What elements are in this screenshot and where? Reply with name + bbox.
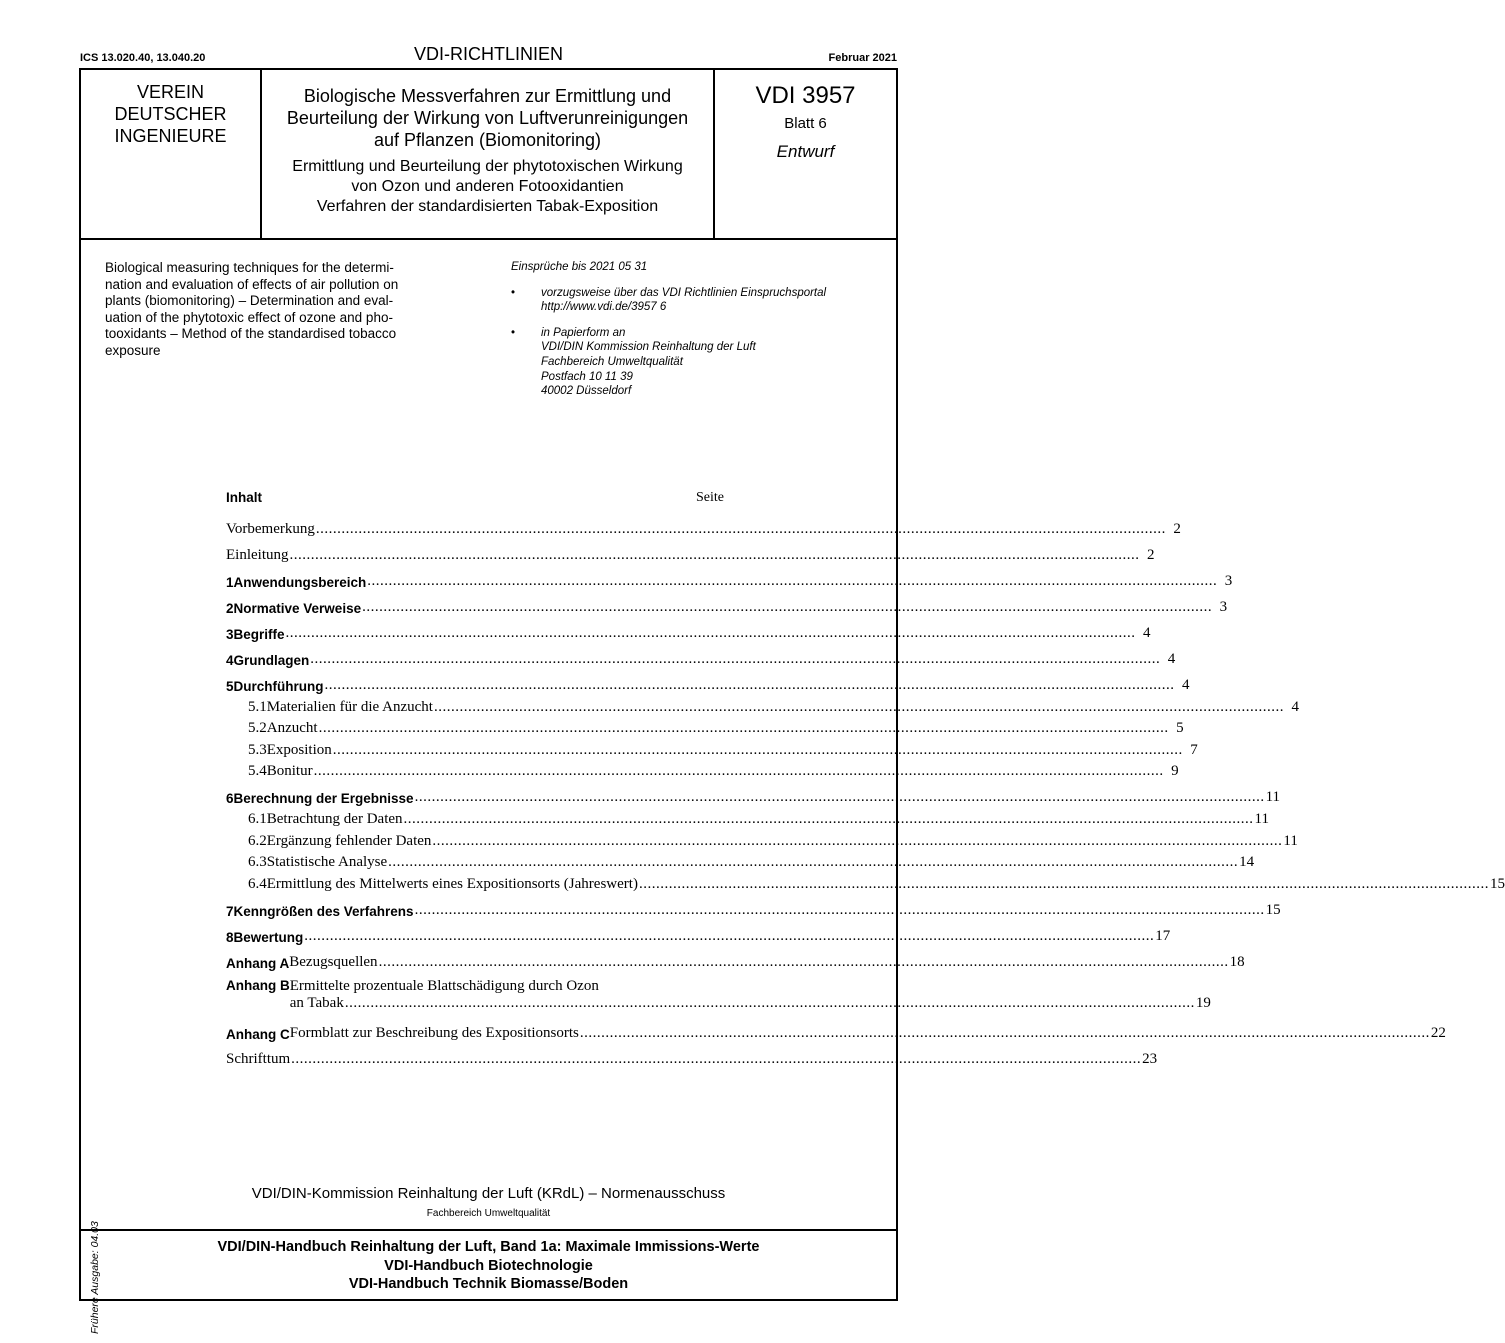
org-line: INGENIEURE <box>114 126 227 146</box>
toc-leader <box>333 742 1183 759</box>
toc-entry-section-5-1[interactable] <box>226 694 1299 716</box>
toc-leader <box>319 720 1169 737</box>
toc-entry-section-6[interactable] <box>226 780 1281 807</box>
toc-entry-title: Ermittlung des Mittelwerts eines Expositionsorts (Jahreswert) <box>266 875 638 892</box>
toc-entry-title: Begriffe <box>233 627 285 642</box>
toc-entry-number: 2 <box>226 601 234 616</box>
toc-entry-title: Formblatt zur Beschreibung des Expositionsorts <box>289 1024 579 1041</box>
toc-entry-number: 6.2 <box>248 832 267 849</box>
sub-title-line: Verfahren der standardisierten Tabak-Exposition <box>316 198 659 215</box>
toc-entry-vorbemerkung[interactable] <box>226 512 1181 538</box>
toc-leader <box>415 902 1265 919</box>
toc-entry-title: Ermittelte prozentuale Blattschädigung durch Ozon <box>289 977 599 994</box>
toc-entry-section-3[interactable] <box>226 616 1151 642</box>
objection-item <box>511 286 881 315</box>
toc-leader <box>388 854 1238 871</box>
commission-name: VDI/DIN-Kommission Reinhaltung der Luft (KRdL) – Normenausschuss <box>251 1185 726 1202</box>
toc-entry-section-6-3[interactable] <box>226 850 1255 872</box>
toc-entry-number: 6.3 <box>248 854 267 871</box>
toc-entry-einleitung[interactable] <box>226 538 1155 564</box>
toc-entry-page: 2 <box>1147 547 1155 563</box>
toc-annex-label: Anhang C <box>226 1026 290 1042</box>
toc-entry-page: 3 <box>1219 599 1228 615</box>
toc-leader <box>432 833 1282 850</box>
toc-entry-title: Kenngrößen des Verfahrens <box>233 903 414 919</box>
sub-title-line: Ermittlung und Beurteilung der phytotoxischen Wirkung <box>292 158 683 175</box>
english-title-line: uation of the phytotoxic effect of ozone and pho- <box>105 309 393 325</box>
table-of-contents <box>226 488 1505 1068</box>
objection-line: VDI/DIN Kommission Reinhaltung der Luft <box>541 341 756 354</box>
objection-line: in Papierform an <box>541 326 626 339</box>
series-title: VDI-RICHTLINIEN <box>413 44 563 64</box>
toc-leader <box>367 573 1217 590</box>
toc-entry-number: 5.1 <box>248 698 267 715</box>
english-title-line: tooxidants – Method of the standardised tobacco <box>105 326 397 341</box>
org-line: VEREIN <box>136 82 205 102</box>
toc-entry-number: 6 <box>226 791 234 807</box>
toc-entry-number: 5 <box>226 679 234 694</box>
toc-page-heading: Seite <box>696 490 724 505</box>
objection-info <box>511 260 881 410</box>
toc-entry-title: Bonitur <box>266 763 313 780</box>
org-line: DEUTSCHER <box>114 104 227 124</box>
toc-entry-title-cont: an Tabak <box>289 994 344 1011</box>
main-title-line: Beurteilung der Wirkung von Luftverunreinigungen <box>286 108 689 128</box>
toc-entry-section-4[interactable] <box>226 642 1176 668</box>
english-title-line: Biological measuring techniques for the determi- <box>105 260 394 275</box>
english-title <box>105 260 423 359</box>
toc-entry-page: 4 <box>1182 677 1190 693</box>
toc-entry-page: 4 <box>1167 651 1176 667</box>
objection-deadline: Einsprüche bis 2021 05 31 <box>511 261 648 273</box>
handbook-line: VDI-Handbuch Technik Biomasse/Boden <box>348 1276 629 1292</box>
toc-entry-section-8[interactable] <box>226 919 1171 945</box>
toc-entry-page: 23 <box>1142 1050 1158 1067</box>
english-title-line: plants (biomonitoring) – Determination and eval- <box>105 293 394 308</box>
handbook-line: VDI/DIN-Handbuch Reinhaltung der Luft, Band 1a: Maximale Immissions-Werte <box>217 1239 760 1255</box>
toc-leader <box>379 954 1229 971</box>
toc-entry-title: Statistische Analyse <box>266 854 388 871</box>
main-title-line: Biologische Messverfahren zur Ermittlung und <box>303 86 672 106</box>
bullet-icon: • <box>511 326 516 339</box>
toc-leader <box>345 995 1195 1012</box>
toc-leader <box>639 876 1489 893</box>
toc-entry-page: 4 <box>1291 698 1299 715</box>
toc-entry-number: 4 <box>226 653 234 668</box>
objection-item <box>511 326 881 399</box>
top-line <box>80 44 897 68</box>
toc-entry-page: 14 <box>1239 854 1255 871</box>
sub-title-line: von Ozon und anderen Fotooxidantien <box>351 178 624 195</box>
toc-entry-page: 7 <box>1190 741 1198 758</box>
toc-entry-title: Anwendungsbereich <box>233 575 367 590</box>
handbook-list <box>81 1229 896 1299</box>
toc-entry-section-7[interactable] <box>226 893 1281 919</box>
toc-entry-section-5-2[interactable] <box>226 716 1184 738</box>
toc-entry-title: Schrifttum <box>226 1050 291 1067</box>
toc-entry-schrifttum[interactable] <box>226 1042 1158 1068</box>
objection-list <box>511 286 881 399</box>
toc-entry-page: 18 <box>1229 953 1245 970</box>
sub-title <box>262 157 713 217</box>
toc-entry-title: Bewertung <box>233 929 304 945</box>
toc-leader <box>286 625 1136 642</box>
objection-link[interactable]: http://www.vdi.de/3957 6 <box>541 301 667 314</box>
toc-header <box>226 488 724 512</box>
organization-name <box>81 70 262 238</box>
toc-entry-section-5-3[interactable] <box>226 737 1198 759</box>
toc-entry-title: Exposition <box>266 741 332 758</box>
toc-entry-number: 3 <box>226 627 234 642</box>
ics-code: ICS 13.020.40, 13.040.20 <box>80 52 206 64</box>
toc-entry-number: 8 <box>226 929 234 945</box>
toc-entry-section-6-2[interactable] <box>226 828 1298 850</box>
toc-entry-title: Berechnung der Ergebnisse <box>233 791 414 807</box>
bullet-icon: • <box>511 286 516 299</box>
english-title-line: exposure <box>105 342 161 358</box>
toc-entry-section-2[interactable] <box>226 590 1228 616</box>
header-row <box>81 70 896 240</box>
toc-entry-title: Anzucht <box>266 720 318 737</box>
toc-leader <box>290 547 1140 564</box>
toc-entry-section-5[interactable] <box>226 668 1190 694</box>
objection-line: 40002 Düsseldorf <box>541 385 632 398</box>
toc-annex-label: Anhang A <box>226 955 290 971</box>
toc-leader <box>325 677 1175 694</box>
toc-entry-section-6-1[interactable] <box>226 806 1269 828</box>
document-frame <box>79 68 1505 1334</box>
toc-entry-section-5-4[interactable] <box>226 759 1179 781</box>
toc-entry-title: Betrachtung der Daten <box>266 810 403 827</box>
toc-leader <box>291 1051 1141 1068</box>
objection-line: Postfach 10 11 39 <box>541 370 633 383</box>
toc-entry-title: Durchführung <box>233 679 324 694</box>
toc-entry-page: 11 <box>1265 789 1281 806</box>
handbook-line: VDI-Handbuch Biotechnologie <box>384 1257 593 1274</box>
toc-leader <box>415 789 1265 806</box>
toc-entry-number: 5.4 <box>248 763 267 780</box>
toc-entry-annex-b[interactable] <box>226 971 1211 1016</box>
toc-entry-section-1[interactable] <box>226 564 1233 590</box>
objection-line: Fachbereich Umweltqualität <box>541 355 683 368</box>
main-title-line: auf Pflanzen (Biomonitoring) <box>373 130 602 150</box>
toc-entry-page: 2 <box>1173 521 1181 537</box>
toc-leader <box>316 521 1166 538</box>
objection-line: vorzugsweise über das VDI Richtlinien Einspruchsportal <box>541 286 827 299</box>
document-status: Entwurf <box>776 142 835 161</box>
document-id-block <box>715 70 896 238</box>
main-title <box>262 85 713 151</box>
toc-leader <box>304 928 1154 945</box>
toc-entry-title: Ergänzung fehlender Daten <box>266 832 432 849</box>
toc-entry-page: 22 <box>1430 1024 1446 1041</box>
toc-leader <box>314 763 1164 780</box>
toc-annex-label: Anhang B <box>226 977 290 993</box>
toc-entry-number: 5.3 <box>248 741 267 758</box>
toc-entry-page: 5 <box>1176 720 1184 737</box>
toc-entry-number: 7 <box>226 903 234 919</box>
toc-entry-annex-c[interactable] <box>226 1016 1446 1042</box>
issue-date: Februar 2021 <box>828 52 897 64</box>
toc-entry-page: 17 <box>1155 927 1171 944</box>
toc-entry-page: 4 <box>1143 625 1151 641</box>
document-number: VDI 3957 <box>755 82 856 109</box>
toc-leader <box>580 1025 1430 1042</box>
department-name: Fachbereich Umweltqualität <box>426 1208 551 1219</box>
toc-entry-title: Materialien für die Anzucht <box>266 698 433 715</box>
toc-entry-section-6-4[interactable] <box>226 871 1505 893</box>
toc-entry-title: Bezugsquellen <box>289 953 378 970</box>
toc-entry-page: 19 <box>1195 994 1211 1011</box>
toc-entry-page: 3 <box>1224 573 1233 589</box>
toc-leader <box>362 599 1212 616</box>
toc-entry-title: Grundlagen <box>233 653 310 668</box>
sheet-number: Blatt 6 <box>784 115 827 132</box>
toc-annex-b-line2 <box>290 995 1211 1012</box>
toc-entry-number: 1 <box>226 575 234 590</box>
toc-entry-page: 15 <box>1489 875 1505 892</box>
toc-entry-title: Normative Verweise <box>233 601 362 616</box>
toc-entry-title: Einleitung <box>226 547 289 563</box>
title-block <box>262 70 715 238</box>
toc-leader <box>404 811 1254 828</box>
toc-entry-page: 11 <box>1254 810 1269 827</box>
toc-entry-page: 11 <box>1283 832 1298 849</box>
toc-entry-annex-a[interactable] <box>226 945 1245 971</box>
toc-entry-page: 9 <box>1171 763 1179 780</box>
toc-entry-number: 6.1 <box>248 810 267 827</box>
toc-annex-b-title-block <box>290 978 1211 1012</box>
toc-leader <box>310 651 1160 668</box>
toc-entry-page: 15 <box>1265 901 1281 918</box>
toc-entry-number: 5.2 <box>248 720 267 737</box>
toc-heading: Inhalt <box>226 490 262 505</box>
previous-edition-text: Frühere Ausgabe: 04.03 <box>89 1221 101 1334</box>
toc-leader <box>434 699 1284 716</box>
toc-entry-number: 6.4 <box>248 875 267 892</box>
toc-entry-title: Vorbemerkung <box>226 521 315 537</box>
english-title-line: nation and evaluation of effects of air pollution on <box>105 276 399 292</box>
